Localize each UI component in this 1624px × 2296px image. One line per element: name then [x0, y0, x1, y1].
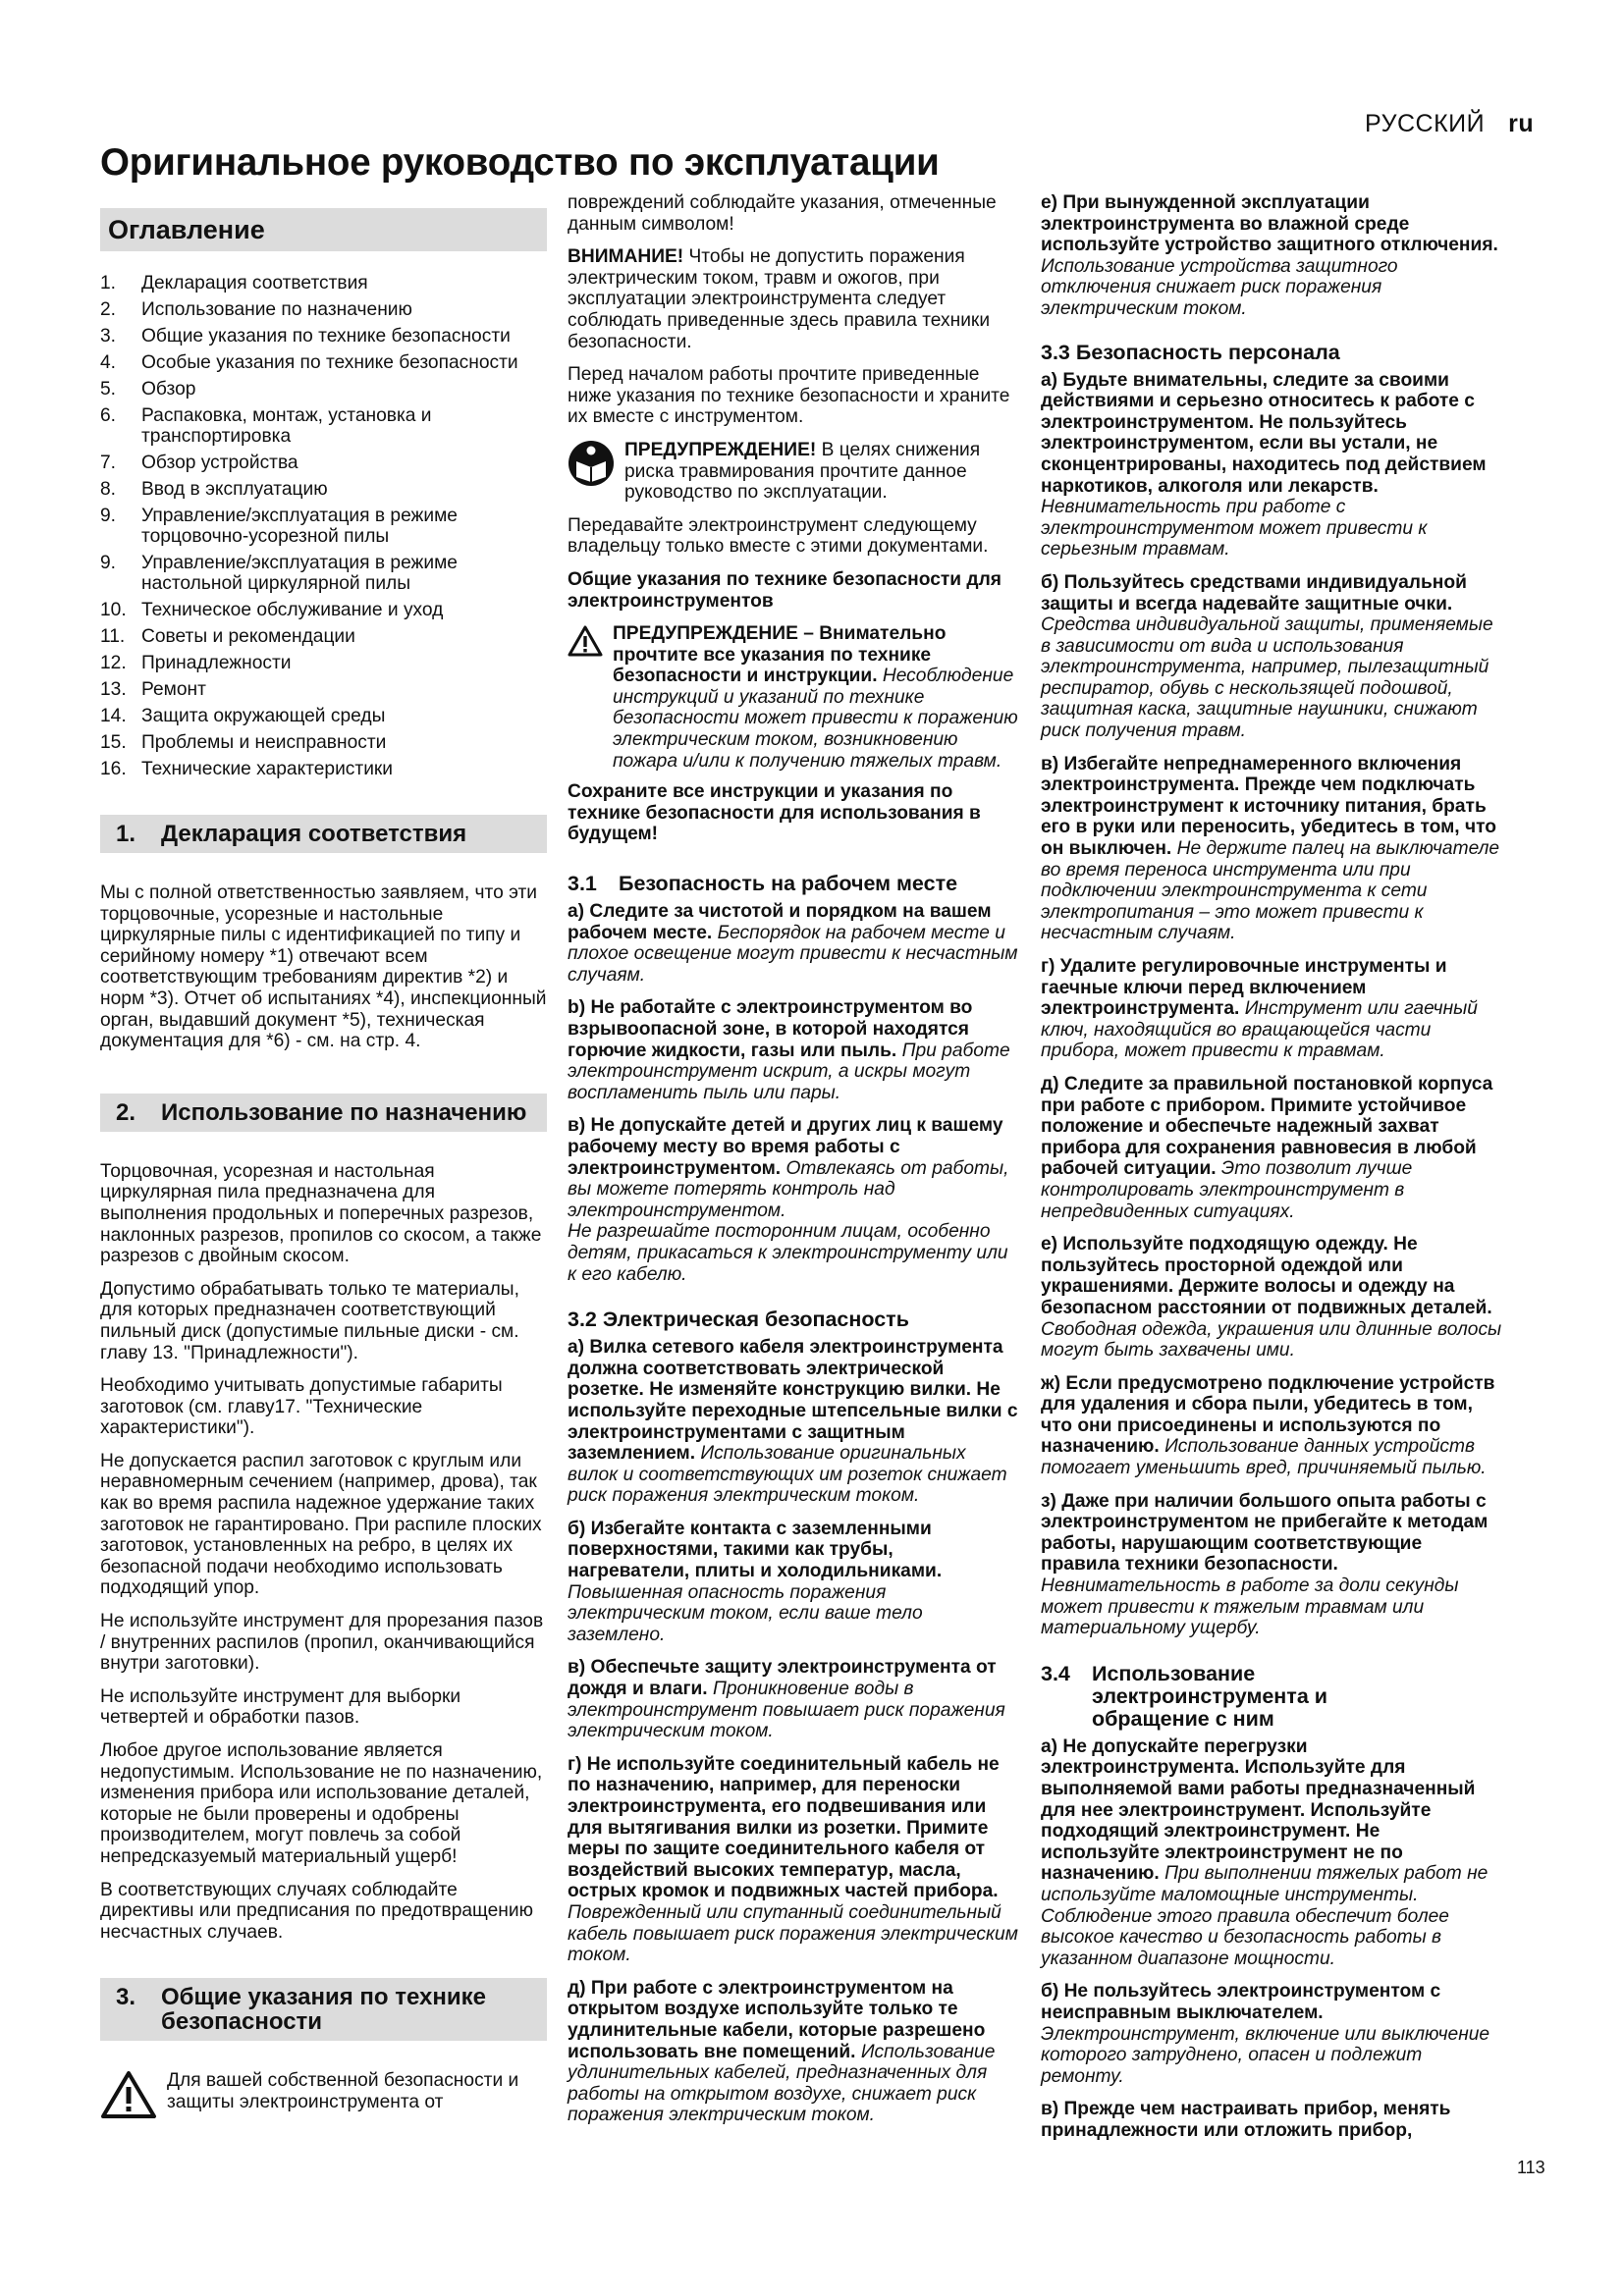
section-3-2-number: 3.2	[568, 1308, 597, 1332]
toc-item	[100, 626, 547, 647]
safety-rule-instruction: г) Удалите регулировочные инструменты и гаечные ключи перед включением электроинструмента.	[1041, 956, 1447, 1020]
safety-rule-item	[1041, 370, 1502, 561]
safety-rule-item	[568, 1337, 1019, 1507]
toc-item-text: Управление/эксплуатация в режиме торцовочно-усорезной пилы	[141, 506, 458, 547]
column-right	[1041, 192, 1502, 2154]
toc-item-number: 14.	[100, 706, 127, 726]
read-all-warning	[568, 623, 1019, 772]
toc-item-number: 4.	[100, 352, 117, 373]
section-2-title: Использование по назначению	[161, 1098, 527, 1126]
toc-item-number: 9.	[100, 506, 117, 526]
safety-intro-continued: повреждений соблюдайте указания, отмеченные данным символом!	[568, 192, 997, 235]
section-3-number: 3.	[116, 1984, 136, 2011]
intended-use-paragraph: Любое другое использование является недопустимым. Использование не по назначению, изменения прибора или использование деталей, которые не были проверены и одобрены производителем, могут повлечь за собой непредсказуемый материальный ущерб!	[100, 1740, 543, 1867]
warning-2-italic: Несоблюдение инструкций и указаний по технике безопасности может привести к поражению электрическим током, возникновению пожара и/или к получению тяжелых травм.	[613, 666, 1018, 772]
safety-rule-item	[568, 1519, 1019, 1646]
column-middle	[568, 192, 1019, 2138]
safety-rule-explanation: Использование оригинальных вилок и соответствующих им розеток снижает риск поражения электрическим током.	[568, 1443, 1007, 1507]
warning-2-bold: ПРЕДУПРЕЖДЕНИЕ – Внимательно прочтите все указания по технике безопасности и инструкции.	[613, 623, 947, 687]
toc-item-text: Общие указания по технике безопасности	[141, 326, 511, 347]
toc-item-number: 6.	[100, 405, 117, 426]
toc-item-text: Принадлежности	[141, 653, 292, 673]
toc-item-number: 15.	[100, 732, 127, 753]
safety-rule-instruction: д) При работе с электроинструментом на открытом воздухе используйте только те удлинительные кабели, которые разрешено использовать вне помещений.	[568, 1977, 986, 2062]
safety-rule-instruction: г) Не используйте соединительный кабель не по назначению, например, для переноски электроинструмента, его подвешивания или для вытягивания вилки из розетки. Примите меры по защите соединительного кабеля от воздействий высоких температур, масла, острых кромок и подвижных частей прибора.	[568, 1753, 1000, 1902]
toc-list	[100, 273, 547, 779]
safety-rule-instruction: з) Даже при наличии большого опыта работы с электроинструментом не прибегайте к методам работы, нарушающим соответствующие правила техники безопасности.	[1041, 1490, 1489, 1575]
toc-item-text: Техническое обслуживание и уход	[141, 600, 444, 620]
safety-rule-item	[1041, 956, 1502, 1062]
toc-item-text: Советы и рекомендации	[141, 626, 355, 647]
safety-rule-item	[568, 1978, 1019, 2126]
toc-item	[100, 653, 547, 673]
safety-rule-item	[1041, 754, 1502, 944]
safety-rule-instruction: б) Избегайте контакта с заземленными поверхностями, такими как трубы, нагреватели, плиты и холодильниками.	[568, 1518, 943, 1582]
toc-item-number: 10.	[100, 600, 127, 620]
safety-rule-explanation: Поврежденный или спутанный соединительный кабель повышает риск поражения электрическим током.	[568, 1901, 1018, 1966]
safety-rule-explanation: Свободная одежда, украшения или длинные волосы могут быть захвачены ими.	[1041, 1318, 1502, 1362]
toc-item-number: 8.	[100, 479, 117, 500]
toc-item	[100, 453, 547, 473]
toc-item	[100, 479, 547, 500]
safety-rule-explanation: Невнимательность в работе за доли секунды может привести к тяжелым травмам или материальному ущербу.	[1041, 1575, 1459, 1639]
general-safety-heading: Общие указания по технике безопасности для электроинструментов	[568, 568, 1001, 612]
toc-item-text: Обзор	[141, 379, 196, 400]
language-label: РУССКИЙ	[1365, 110, 1486, 137]
section-1-heading	[100, 815, 547, 853]
toc-item	[100, 732, 547, 753]
attention-notice	[568, 246, 1019, 352]
safety-rule-explanation: Использование данных устройств помогает уменьшить вред, причиняемый пылью.	[1041, 1436, 1487, 1479]
toc-item-text: Ремонт	[141, 679, 206, 700]
safety-rule-instruction: д) Следите за правильной постановкой корпуса при работе с прибором. Примите устойчивое положение и обеспечьте надежный захват прибора для сохранения равновесия в любой рабочей ситуации.	[1041, 1073, 1493, 1180]
toc-item	[100, 759, 547, 779]
safety-rule-item	[568, 1115, 1019, 1221]
intended-use-paragraph: Торцовочная, усорезная и настольная циркулярная пила предназначена для выполнения продольных и поперечных разрезов, наклонных разрезов, пропилов со скосом, а также разрезов с двойным скосом.	[100, 1160, 542, 1267]
intended-use-paragraph: Не используйте инструмент для прорезания пазов / внутренних распилов (пропил, оканчивающийся внутри заготовки).	[100, 1611, 544, 1675]
toc-item-number: 2.	[100, 299, 117, 320]
safety-rule-item	[568, 1754, 1019, 1966]
toc-item-text: Обзор устройства	[141, 453, 298, 473]
electrical-safety-list-continued	[1041, 192, 1502, 320]
toc-item-text: Проблемы и неисправности	[141, 732, 387, 753]
safety-rule-explanation: Невнимательность при работе с электроинструментом может привести к серьезным травмам.	[1041, 497, 1428, 561]
section-3-2-title: Электрическая безопасность	[602, 1308, 909, 1332]
safety-rule-explanation: При выполнении тяжелых работ не используйте маломощные инструменты. Соблюдение этого правила обеспечит более высокое качество и безопасность работы в указанном диапазоне мощности.	[1041, 1863, 1489, 1969]
safety-rule-explanation: Не держите палец на выключателе во время переноса инструмента или при подключении электроинструмента к сети электропитания – это может привести к несчастным случаям.	[1041, 838, 1500, 944]
section-3-1-title: Безопасность на рабочем месте	[619, 872, 958, 896]
toc-item-number: 11.	[100, 626, 126, 647]
safety-rule-explanation: Электроинструмент, включение или выключение которого затруднено, опасен и подлежит ремонту.	[1041, 2023, 1490, 2087]
intended-use-paragraph: Допустимо обрабатывать только те материалы, для которых предназначен соответствующий пильный диск (допустимые пильные диски - см. главу 13. "Принадлежности").	[100, 1278, 519, 1363]
safety-rule-instruction: е) При вынужденной эксплуатации электроинструмента во влажной среде используйте устройство защитного отключения.	[1041, 192, 1498, 256]
safety-rule-instruction: в) Избегайте непреднамеренного включения электроинструмента. Прежде чем подключать электроинструмент к источнику питания, брать его в руки или переносить, убедитесь в том, что он выключен.	[1041, 753, 1496, 860]
intended-use-paragraph: Не допускается распил заготовок с круглым или неравномерным сечением (например, дрова), так как во время распила надежное удержание таких заготовок не гарантировано. При распиле плоских заготовок, установленных на ребро, в целях их безопасной подачи необходимо использовать подходящий упор.	[100, 1450, 542, 1599]
keep-instructions-text: Сохраните все инструкции и указания по технике безопасности для использования в будущем!	[568, 781, 981, 845]
handover-text: Передавайте электроинструмент следующему владельцу только вместе с этими документами.	[568, 514, 989, 558]
section-3-3-heading	[1041, 342, 1502, 364]
page-title: Оригинальное руководство по эксплуатации	[100, 141, 940, 184]
toc-item-number: 3.	[100, 326, 117, 347]
workplace-safety-list	[568, 901, 1019, 1221]
toc-heading: Оглавление	[100, 208, 547, 251]
safety-rule-item	[1041, 1373, 1502, 1479]
toc-item	[100, 506, 547, 547]
toc-item	[100, 706, 547, 726]
electrical-safety-list	[568, 1337, 1019, 2126]
tool-use-list	[1041, 1736, 1502, 2142]
toc-item	[100, 679, 547, 700]
warning-1-text: В целях снижения риска травмирования прочтите данное руководство по эксплуатации.	[624, 439, 981, 504]
safety-rule-instruction: a) Следите за чистотой и порядком на вашем рабочем месте.	[568, 901, 992, 943]
section-1-number: 1.	[116, 821, 136, 847]
safety-rule-instruction: е) Используйте подходящую одежду. Не пользуйтесь просторной одеждой или украшениями. Держите волосы и одежду на безопасном расстоянии от подвижных деталей.	[1041, 1234, 1492, 1318]
attention-label: ВНИМАНИЕ!	[568, 246, 684, 268]
safety-rule-item	[1041, 572, 1502, 742]
safety-intro	[100, 2070, 547, 2119]
safety-rule-instruction: ж) Если предусмотрено подключение устройств для удаления и сбора пыли, убедитесь в том, что они присоединены и используются по назначению.	[1041, 1372, 1495, 1458]
section-3-4-title: Использование электроинструмента и обращение с ним	[1092, 1661, 1327, 1731]
safety-rule-instruction: а) Будьте внимательны, следите за своими действиями и серьезно относитесь к работе с электроинструментом. Не пользуйтесь электроинструментом, если вы устали, не сконцентрированы, находитесь под действием наркотиков, алкоголя или лекарств.	[1041, 369, 1487, 497]
intended-use-paragraph: В соответствующих случаях соблюдайте директивы или предписания по предотвращению несчастных случаев.	[100, 1879, 533, 1943]
toc-item-number: 7.	[100, 453, 117, 473]
safety-rule-explanation: Инструмент или гаечный ключ, находящийся во вращающейся части прибора, может привести к травмам.	[1041, 998, 1478, 1062]
toc-item-text: Управление/эксплуатация в режиме настольной циркулярной пилы	[141, 553, 458, 594]
safety-rule-item	[568, 997, 1019, 1103]
section-2-number: 2.	[116, 1098, 136, 1126]
toc-item-number: 13.	[100, 679, 127, 700]
safety-rule-explanation: Отвлекаясь от работы, вы можете потерять контроль над электроинструментом.	[568, 1157, 1009, 1221]
read-manual-icon	[568, 440, 615, 487]
read-manual-warning	[568, 440, 1019, 504]
section-3-1-heading	[568, 873, 1019, 895]
page-number: 113	[1517, 2158, 1545, 2177]
section-3-title: Общие указания по технике безопасности	[161, 1984, 486, 2036]
safety-rule-item	[1041, 192, 1502, 320]
safety-rule-explanation: Беспорядок на рабочем месте и плохое освещение могут привести к несчастным случаям.	[568, 922, 1018, 986]
toc-item-text: Ввод в эксплуатацию	[141, 479, 328, 500]
safety-rule-instruction: б) Пользуйтесь средствами индивидуальной защиты и всегда надевайте защитные очки.	[1041, 571, 1467, 614]
safety-rule-instruction: а) Не допускайте перегрузки электроинструмента. Используйте для выполняемой вами работы предназначенный для нее электроинструмент. Используйте подходящий электроинструмент. Не используйте электроинструмент не по назначению.	[1041, 1735, 1476, 1885]
section-3-4-number: 3.4	[1041, 1661, 1070, 1685]
warning-triangle-icon	[100, 2070, 157, 2119]
safety-rule-explanation: Проникновение воды в электроинструмент повышает риск поражения электрическим током.	[568, 1679, 1005, 1742]
safety-intro-text: Для вашей собственной безопасности и защиты электроинструмента от	[167, 2070, 519, 2112]
toc-item-text: Технические характеристики	[141, 759, 394, 779]
safety-rule-explanation: При работе электроинструмент искрит, а искры могут воспламенить пыль или пары.	[568, 1040, 1010, 1103]
toc-item-number: 12.	[100, 653, 127, 673]
safety-rule-item	[1041, 1074, 1502, 1222]
section-3-heading	[100, 1978, 547, 2041]
intended-use-text	[100, 1161, 547, 1944]
safety-rule-instruction: в) Обеспечьте защиту электроинструмента от дождя и влаги.	[568, 1657, 997, 1700]
language-header	[1365, 110, 1534, 138]
safety-rule-explanation: Средства индивидуальной защиты, применяемые в зависимости от вида и использования электроинструмента, например, пылезащитный респиратор, обувь с нескользящей подошвой, защитная каска, защитные наушники, снижают риск получения травм.	[1041, 614, 1493, 742]
safety-rule-explanation: Использование устройства защитного отключения снижает риск поражения электрическим током.	[1041, 255, 1398, 319]
toc-item-number: 5.	[100, 379, 117, 400]
toc-item-text: Распаковка, монтаж, установка и транспортировка	[141, 405, 432, 447]
safety-rule-item	[1041, 1981, 1502, 2087]
safety-rule-instruction: б) Не пользуйтесь электроинструментом с неисправным выключателем.	[1041, 1981, 1441, 2023]
toc-item	[100, 405, 547, 447]
language-code: ru	[1508, 110, 1535, 137]
section-3-1-number: 3.1	[568, 872, 597, 896]
safety-rule-instruction: b) Не работайте с электроинструментом во взрывоопасной зоне, в которой находятся горючие жидкости, газы или пыль.	[568, 997, 973, 1061]
column-left	[100, 194, 547, 2129]
safety-rule-item	[1041, 1491, 1502, 1639]
section-3-3-title: Безопасность персонала	[1075, 340, 1340, 364]
toc-item-text: Особые указания по технике безопасности	[141, 352, 518, 373]
intended-use-paragraph: Необходимо учитывать допустимые габариты заготовок (см. главу17. "Технические характеристики").	[100, 1375, 503, 1439]
toc-item	[100, 553, 547, 594]
section-2-heading	[100, 1094, 547, 1132]
safety-rule-instruction: в) Прежде чем настраивать прибор, менять принадлежности или отложить прибор,	[1041, 2099, 1451, 2141]
attention-text: Чтобы не допустить поражения электрическим током, травм и ожогов, при эксплуатации электроинструмента следует соблюдать приведенные здесь правила техники безопасности.	[568, 246, 991, 352]
toc-item-number: 16.	[100, 759, 127, 779]
toc-item	[100, 273, 547, 294]
safety-rule-item	[1041, 1234, 1502, 1362]
section-1-title: Декларация соответствия	[161, 821, 467, 847]
safety-rule-item	[1041, 1736, 1502, 1970]
safety-rule-instruction: а) Вилка сетевого кабеля электроинструмента должна соответствовать электрической розетке. Не изменяйте конструкцию вилки. Не используйте переходные штепсельные вилки с электроинструментами с защитным заземлением.	[568, 1337, 1018, 1465]
toc-item	[100, 352, 547, 373]
intended-use-paragraph: Не используйте инструмент для выборки четвертей и обработки пазов.	[100, 1685, 461, 1729]
safety-rule-explanation: Это позволит лучше контролировать электроинструмент в непредвиденных ситуациях.	[1041, 1158, 1413, 1222]
toc-item-number: 1.	[100, 273, 117, 294]
safety-rule-explanation: Повышенная опасность поражения электрическим током, если ваше тело заземлено.	[568, 1581, 923, 1645]
workplace-safety-extra: Не разрешайте посторонним лицам, особенно детям, прикасаться к электроинструменту или к его кабелю.	[568, 1221, 1008, 1285]
toc-item-number: 9.	[100, 553, 117, 573]
toc-item	[100, 600, 547, 620]
toc-item-text: Защита окружающей среды	[141, 706, 386, 726]
safety-rule-item	[568, 901, 1019, 986]
safety-rule-explanation: Использование удлинительных кабелей, предназначенных для работы на открытом воздухе, снижает риск поражения электрическим током.	[568, 2041, 996, 2126]
section-3-4-heading	[1041, 1663, 1502, 1731]
warning-1-label: ПРЕДУПРЕЖДЕНИЕ!	[624, 439, 817, 460]
personal-safety-list	[1041, 370, 1502, 1639]
declaration-text: Мы с полной ответственностью заявляем, что эти торцовочные, усорезные и настольные циркулярные пилы с идентификацией по типу и серийному номеру *1) отвечают всем соответствующим требованиям директив *2) и норм *3). Отчет об испытаниях *4), инспекционный орган, выдавший документ *5), техническая документация для *6) - см. на стр. 4.	[100, 882, 547, 1052]
safety-rule-item	[1041, 2099, 1502, 2141]
toc-item-text: Декларация соответствия	[141, 273, 368, 294]
toc-item	[100, 379, 547, 400]
safety-rule-instruction: в) Не допускайте детей и других лиц к вашему рабочему месту во время работы с электроинструментом.	[568, 1115, 1003, 1179]
toc-item-text: Использование по назначению	[141, 299, 412, 320]
section-3-3-number: 3.3	[1041, 340, 1070, 364]
read-before-text: Перед началом работы прочтите приведенные ниже указания по технике безопасности и храните их вместе с инструментом.	[568, 364, 1010, 428]
toc-item	[100, 299, 547, 320]
section-3-2-heading	[568, 1308, 1019, 1331]
warning-triangle-icon	[568, 625, 603, 657]
toc-item	[100, 326, 547, 347]
safety-rule-item	[568, 1657, 1019, 1741]
